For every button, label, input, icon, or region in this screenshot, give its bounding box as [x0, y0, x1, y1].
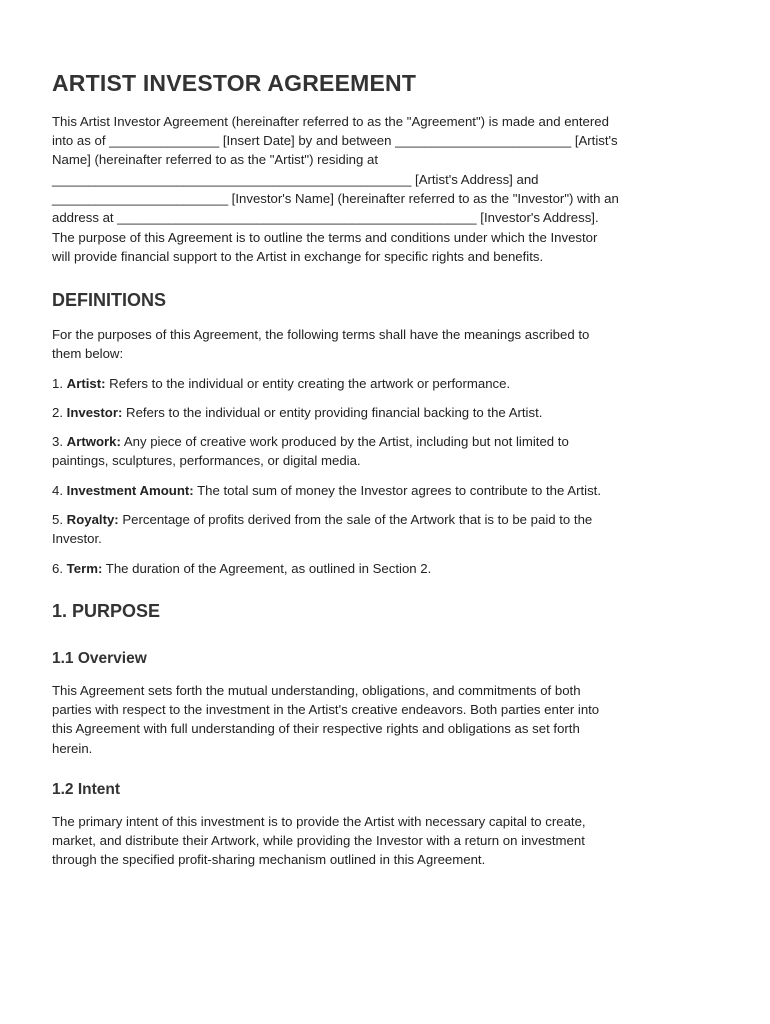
- intro-line: _________________________________________________ [Artist's Address] and: [52, 172, 539, 187]
- definition-number: 6.: [52, 561, 67, 576]
- definition-text-continued: paintings, sculptures, performances, or digital media.: [52, 453, 361, 468]
- definition-term: Term:: [66, 561, 103, 576]
- intro-line: Name] (hereinafter referred to as the "Artist") residing at: [52, 152, 378, 167]
- section-heading-purpose: 1. PURPOSE: [52, 601, 161, 621]
- definitions-intro-line: For the purposes of this Agreement, the following terms shall have the meanings ascribed to: [52, 327, 590, 342]
- definition-number: 4.: [52, 483, 67, 498]
- intent-line: through the specified profit-sharing mechanism outlined in this Agreement.: [52, 852, 486, 867]
- definition-text: Refers to the individual or entity providing financial backing to the Artist.: [122, 405, 543, 420]
- intent-line: The primary intent of this investment is to provide the Artist with necessary capital to create,: [52, 814, 586, 829]
- subsection-heading-overview: 1.1 Overview: [52, 650, 147, 667]
- definition-number: 3.: [52, 434, 67, 449]
- intro-line: address at _________________________________________________ [Investor's Address].: [52, 210, 599, 225]
- definition-item-royalty: [52, 510, 592, 529]
- definition-text-continued: Investor.: [52, 531, 102, 546]
- intro-line: into as of _______________ [Insert Date] by and between ________________________ [Artist's: [52, 133, 618, 148]
- intro-line: will provide financial support to the Artist in exchange for specific rights and benefits.: [52, 249, 544, 264]
- intro-line: ________________________ [Investor's Name] (hereinafter referred to as the "Investor") with an: [52, 191, 619, 206]
- definition-term: Investor:: [66, 405, 123, 420]
- overview-line: this Agreement with full understanding of their respective rights and obligations as set forth: [52, 721, 580, 736]
- intro-line: This Artist Investor Agreement (hereinafter referred to as the "Agreement") is made and entered: [52, 114, 609, 129]
- intro-line: The purpose of this Agreement is to outline the terms and conditions under which the Investor: [52, 230, 598, 245]
- definition-item-artist: [52, 374, 510, 393]
- definition-text: The duration of the Agreement, as outlined in Section 2.: [102, 561, 432, 576]
- definition-number: 1.: [52, 376, 67, 391]
- intent-line: market, and distribute their Artwork, while providing the Investor with a return on investment: [52, 833, 585, 848]
- definitions-heading: DEFINITIONS: [52, 290, 167, 310]
- definition-term: Artwork:: [66, 434, 121, 449]
- definition-text: Refers to the individual or entity creating the artwork or performance.: [105, 376, 511, 391]
- definition-number: 2.: [52, 405, 67, 420]
- overview-line: This Agreement sets forth the mutual understanding, obligations, and commitments of both: [52, 683, 581, 698]
- definition-item-investor: [52, 403, 542, 422]
- definition-item-investment-amount: [52, 481, 601, 500]
- definition-term: Investment Amount:: [66, 483, 194, 498]
- definition-item-artwork: [52, 432, 569, 451]
- definition-term: Artist:: [66, 376, 106, 391]
- document-title: ARTIST INVESTOR AGREEMENT: [52, 70, 417, 96]
- overview-line: herein.: [52, 741, 93, 756]
- subsection-heading-intent: 1.2 Intent: [52, 781, 121, 798]
- definition-text: The total sum of money the Investor agrees to contribute to the Artist.: [193, 483, 601, 498]
- definition-text: Percentage of profits derived from the sale of the Artwork that is to be paid to the: [118, 512, 593, 527]
- definition-text: Any piece of creative work produced by the Artist, including but not limited to: [120, 434, 569, 449]
- definitions-intro-line: them below:: [52, 346, 124, 361]
- definition-item-term: [52, 559, 431, 578]
- definition-term: Royalty:: [66, 512, 119, 527]
- definition-number: 5.: [52, 512, 67, 527]
- overview-line: parties with respect to the investment in the Artist's creative endeavors. Both parties enter into: [52, 702, 600, 717]
